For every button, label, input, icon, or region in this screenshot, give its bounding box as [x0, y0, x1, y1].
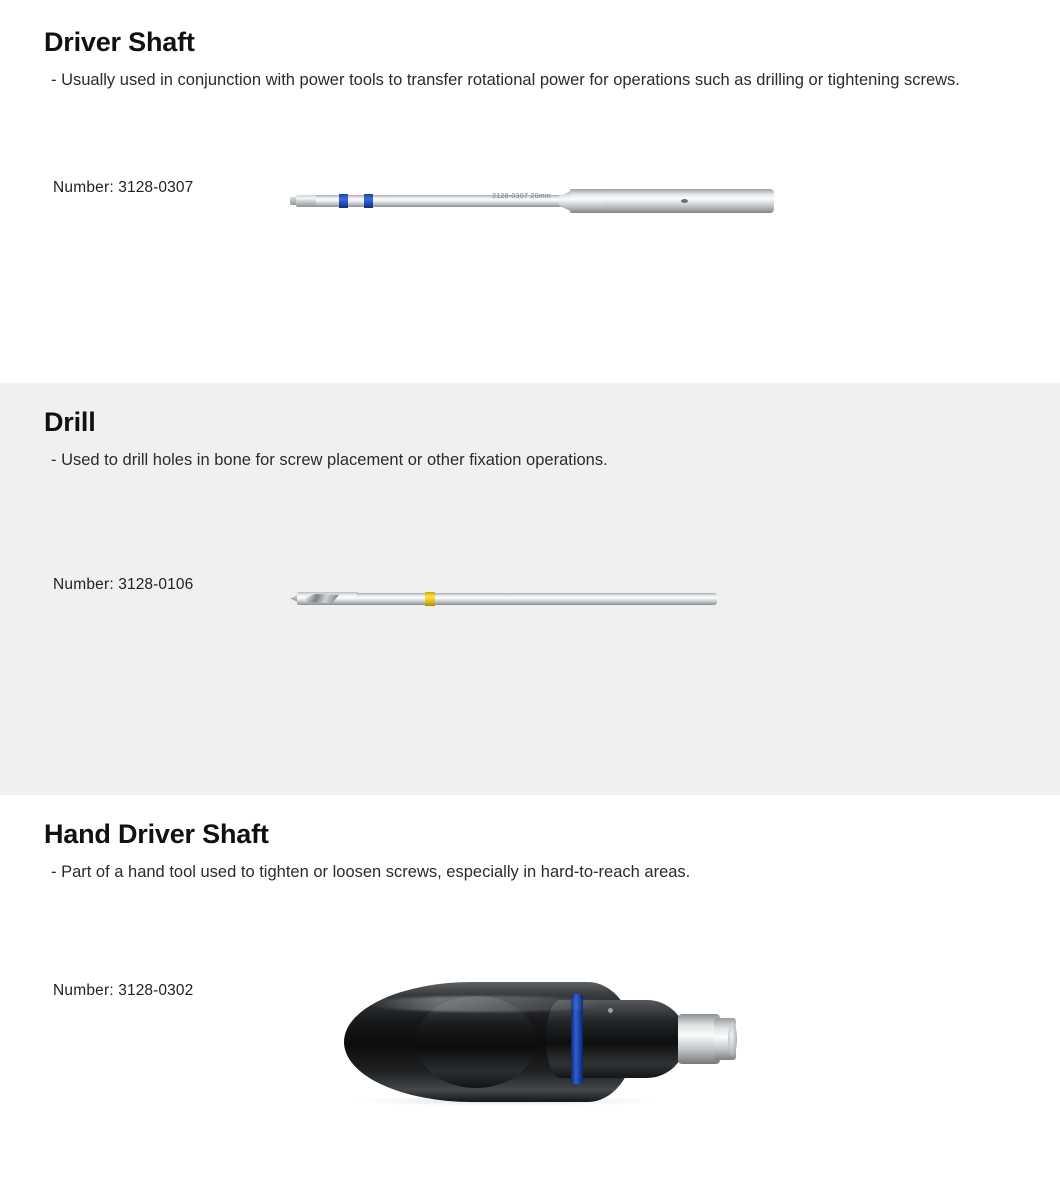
drill-shank [357, 593, 717, 605]
product-section-drill [0, 383, 1060, 795]
driver-shaft-photo [296, 175, 776, 235]
drill-color-band [425, 592, 435, 606]
hand-driver-shadow [356, 1096, 656, 1106]
hand-driver-marking-dot [608, 1008, 613, 1013]
product-number-label: Number: [53, 575, 114, 593]
product-number-label: Number: [53, 981, 114, 999]
hand-driver-handle-neck [546, 1000, 686, 1078]
product-description: - Part of a hand tool used to tighten or loosen screws, especially in hard-to-reach areas. [51, 863, 691, 882]
product-section-driver-shaft [0, 0, 1060, 383]
product-section-hand-driver-shaft [0, 795, 1060, 1201]
product-title: Driver Shaft [44, 27, 195, 57]
product-number-label: Number: [53, 178, 114, 196]
product-number-value: 3128-0302 [118, 981, 194, 999]
drill-photo [297, 571, 777, 631]
product-number-value: 3128-0307 [118, 178, 194, 196]
driver-color-band-secondary [364, 194, 373, 208]
driver-color-band-primary [339, 194, 348, 208]
product-title: Drill [44, 407, 96, 437]
driver-body-hole [681, 199, 688, 203]
hand-driver-highlight [366, 996, 606, 1012]
product-title: Hand Driver Shaft [44, 819, 269, 849]
driver-mid-section [570, 189, 606, 213]
hand-driver-shaft-photo [296, 978, 816, 1118]
driver-engraving-text: 3128-0307 20mm [492, 192, 552, 200]
product-description: - Used to drill holes in bone for screw placement or other fixation operations. [51, 451, 608, 470]
product-number-value: 3128-0106 [118, 575, 194, 593]
product-description: - Usually used in conjunction with power tools to transfer rotational power for operations such as drilling or tightening screws. [51, 71, 960, 90]
driver-tip [296, 195, 318, 207]
hand-driver-end-cap-face [728, 1022, 737, 1056]
driver-body [604, 189, 774, 213]
